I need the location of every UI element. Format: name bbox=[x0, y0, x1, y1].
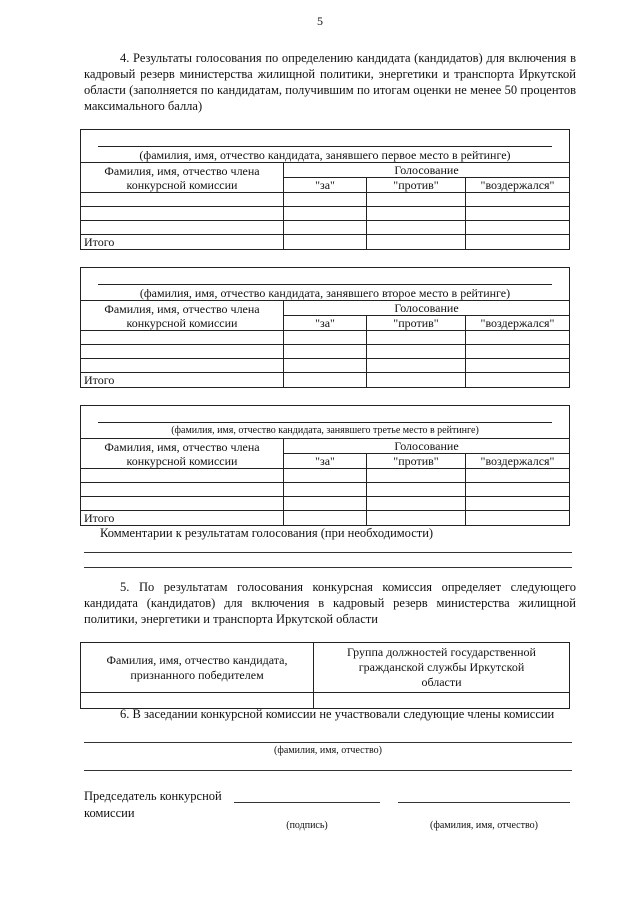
table-row bbox=[81, 331, 570, 345]
abstain-cell[interactable] bbox=[466, 483, 570, 497]
member-header: Фамилия, имя, отчество члена конкурсной комиссии bbox=[81, 439, 284, 469]
against-cell[interactable] bbox=[367, 497, 466, 511]
comments-line-2[interactable] bbox=[84, 567, 572, 568]
total-against-cell[interactable] bbox=[367, 235, 466, 250]
col-for: "за" bbox=[284, 178, 367, 193]
candidate-caption-cell bbox=[81, 268, 570, 301]
section-6-text bbox=[84, 706, 576, 722]
total-for-cell[interactable] bbox=[284, 511, 367, 526]
col-for: "за" bbox=[284, 454, 367, 469]
chairman-name-line[interactable] bbox=[398, 802, 570, 803]
table-row bbox=[81, 207, 570, 221]
winner-col-header: Фамилия, имя, отчество кандидата, признанного победителем bbox=[81, 643, 314, 693]
for-cell[interactable] bbox=[284, 193, 367, 207]
total-for-cell[interactable] bbox=[284, 373, 367, 388]
vote-table-2 bbox=[80, 267, 570, 388]
absent-members-caption: (фамилия, имя, отчество) bbox=[274, 745, 382, 756]
table-row bbox=[81, 483, 570, 497]
page-number: 5 bbox=[317, 14, 323, 28]
candidate-caption-cell bbox=[81, 406, 570, 439]
section-6-body: 6. В заседании конкурсной комиссии не участвовали следующие члены комиссии bbox=[120, 707, 555, 721]
group-col-header: Группа должностей государственной гражданской службы Иркутской области bbox=[314, 643, 570, 693]
member-cell[interactable] bbox=[81, 331, 284, 345]
chairman-name-caption: (фамилия, имя, отчество) bbox=[430, 820, 538, 831]
abstain-cell[interactable] bbox=[466, 331, 570, 345]
abstain-cell[interactable] bbox=[466, 359, 570, 373]
col-against: "против" bbox=[367, 316, 466, 331]
total-label: Итого bbox=[81, 373, 284, 388]
section-4-body: 4. Результаты голосования по определению кандидата (кандидатов) для включения в кадровый резерв министерства жилищной политики, энергетики и транспорта Иркутской области (заполняется по кандидатам, получившим по итогам оценки не менее 50 процентов максимального балла) bbox=[84, 51, 576, 113]
against-cell[interactable] bbox=[367, 483, 466, 497]
col-abstain: "воздержался" bbox=[466, 454, 570, 469]
member-cell[interactable] bbox=[81, 359, 284, 373]
candidate-caption: (фамилия, имя, отчество кандидата, занявшего третье место в рейтинге) bbox=[171, 425, 479, 436]
member-cell[interactable] bbox=[81, 469, 284, 483]
member-header: Фамилия, имя, отчество члена конкурсной комиссии bbox=[81, 163, 284, 193]
signature-caption: (подпись) bbox=[286, 820, 328, 831]
table-row bbox=[81, 345, 570, 359]
for-cell[interactable] bbox=[284, 345, 367, 359]
table-row bbox=[81, 193, 570, 207]
col-against: "против" bbox=[367, 178, 466, 193]
chairman-role: Председатель конкурсной комиссии bbox=[84, 789, 222, 820]
member-cell[interactable] bbox=[81, 193, 284, 207]
against-cell[interactable] bbox=[367, 193, 466, 207]
for-cell[interactable] bbox=[284, 483, 367, 497]
for-cell[interactable] bbox=[284, 359, 367, 373]
voting-header: Голосование bbox=[284, 301, 570, 316]
member-cell[interactable] bbox=[81, 207, 284, 221]
total-row bbox=[81, 511, 570, 526]
table-row bbox=[81, 221, 570, 235]
member-header: Фамилия, имя, отчество члена конкурсной комиссии bbox=[81, 301, 284, 331]
against-cell[interactable] bbox=[367, 221, 466, 235]
against-cell[interactable] bbox=[367, 359, 466, 373]
total-for-cell[interactable] bbox=[284, 235, 367, 250]
section-5-body: 5. По результатам голосования конкурсная комиссия определяет следующего кандидата (кандидатов) для включения в кадровый резерв министерства жилищной политики, энергетики и транспорта Иркутской области bbox=[84, 580, 576, 626]
table-row bbox=[81, 497, 570, 511]
candidate-caption: (фамилия, имя, отчество кандидата, занявшего второе место в рейтинге) bbox=[139, 286, 511, 300]
abstain-cell[interactable] bbox=[466, 469, 570, 483]
comments-line-1[interactable] bbox=[84, 552, 572, 553]
abstain-cell[interactable] bbox=[466, 193, 570, 207]
total-abstain-cell[interactable] bbox=[466, 511, 570, 526]
abstain-cell[interactable] bbox=[466, 221, 570, 235]
total-label: Итого bbox=[81, 235, 284, 250]
voting-header: Голосование bbox=[284, 163, 570, 178]
candidate-caption-cell bbox=[81, 130, 570, 163]
for-cell[interactable] bbox=[284, 331, 367, 345]
total-row bbox=[81, 235, 570, 250]
abstain-cell[interactable] bbox=[466, 497, 570, 511]
member-cell[interactable] bbox=[81, 483, 284, 497]
total-label: Итого bbox=[81, 511, 284, 526]
voting-header: Голосование bbox=[284, 439, 570, 454]
member-cell[interactable] bbox=[81, 221, 284, 235]
table-row bbox=[81, 469, 570, 483]
col-abstain: "воздержался" bbox=[466, 178, 570, 193]
member-cell[interactable] bbox=[81, 345, 284, 359]
abstain-cell[interactable] bbox=[466, 345, 570, 359]
total-abstain-cell[interactable] bbox=[466, 373, 570, 388]
section-4-text bbox=[84, 50, 576, 114]
total-against-cell[interactable] bbox=[367, 373, 466, 388]
against-cell[interactable] bbox=[367, 345, 466, 359]
total-against-cell[interactable] bbox=[367, 511, 466, 526]
signature-line[interactable] bbox=[234, 802, 380, 803]
total-abstain-cell[interactable] bbox=[466, 235, 570, 250]
against-cell[interactable] bbox=[367, 469, 466, 483]
absent-members-line-2[interactable] bbox=[84, 770, 572, 771]
col-for: "за" bbox=[284, 316, 367, 331]
for-cell[interactable] bbox=[284, 469, 367, 483]
comments-label: Комментарии к результатам голосования (при необходимости) bbox=[100, 526, 434, 540]
col-against: "против" bbox=[367, 454, 466, 469]
vote-table-1 bbox=[80, 129, 570, 250]
section-5-text bbox=[84, 579, 576, 627]
total-row bbox=[81, 373, 570, 388]
member-cell[interactable] bbox=[81, 497, 284, 511]
col-abstain: "воздержался" bbox=[466, 316, 570, 331]
candidate-caption: (фамилия, имя, отчество кандидата, занявшего первое место в рейтинге) bbox=[139, 148, 511, 162]
table-row bbox=[81, 359, 570, 373]
for-cell[interactable] bbox=[284, 207, 367, 221]
for-cell[interactable] bbox=[284, 221, 367, 235]
abstain-cell[interactable] bbox=[466, 207, 570, 221]
for-cell[interactable] bbox=[284, 497, 367, 511]
absent-members-line-1[interactable] bbox=[84, 742, 572, 743]
against-cell[interactable] bbox=[367, 207, 466, 221]
against-cell[interactable] bbox=[367, 331, 466, 345]
vote-table-3 bbox=[80, 405, 570, 526]
winner-table bbox=[80, 642, 570, 709]
